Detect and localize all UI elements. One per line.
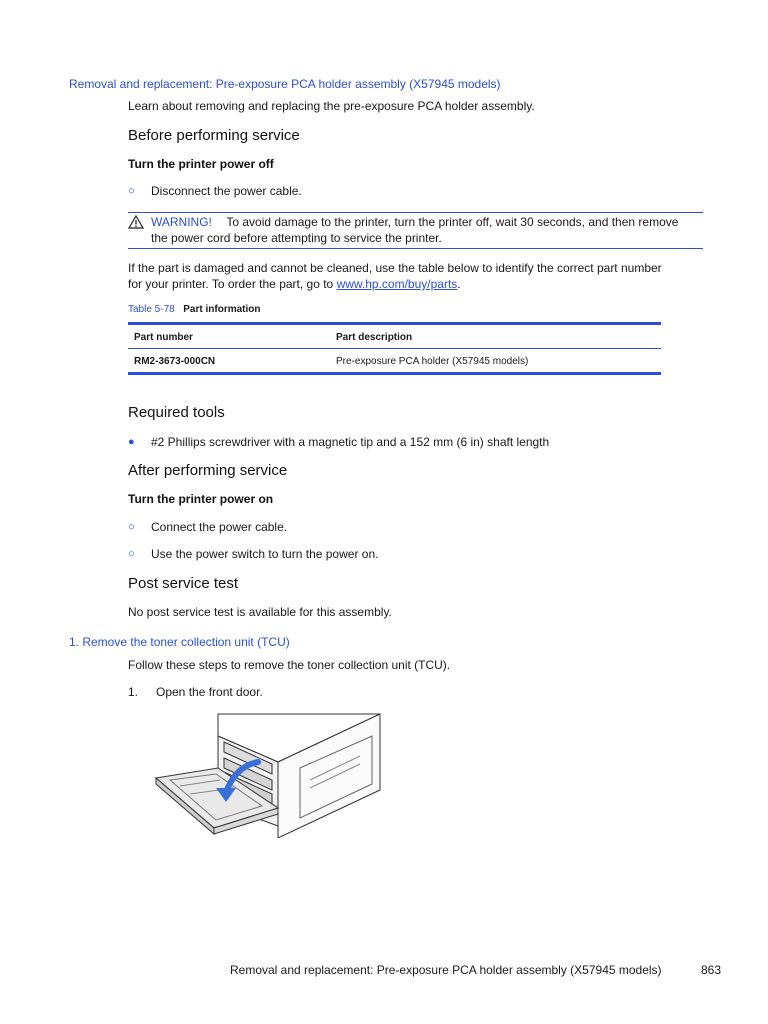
printer-open-door-illustration <box>150 708 390 838</box>
part-para-suffix: . <box>457 277 461 291</box>
table-bottom-rule <box>128 372 661 375</box>
list-item <box>128 546 135 560</box>
col-part-number: Part number <box>134 331 193 343</box>
warning-line2: the power cord before attempting to service the printer. <box>151 231 442 245</box>
page-number: 863 <box>701 963 722 977</box>
warning-triangle-icon <box>128 215 146 231</box>
warning-line1: To avoid damage to the printer, turn the printer off, wait 30 seconds, and then remove <box>226 215 679 229</box>
intro-text: Learn about removing and replacing the pre-exposure PCA holder assembly. <box>128 99 535 113</box>
post-text: No post service test is available for this assembly. <box>128 605 392 619</box>
part-para-line1: If the part is damaged and cannot be cleaned, use the table below to identify the correct part number <box>128 261 662 275</box>
warning-bottom-rule <box>128 248 703 249</box>
warning-label: WARNING! <box>151 215 212 229</box>
list-item <box>128 434 135 448</box>
after-subheading: Turn the printer power on <box>128 492 274 506</box>
parts-table <box>128 325 661 373</box>
step-text: Open the front door. <box>156 685 263 699</box>
warning-top-rule <box>128 212 703 213</box>
list-item <box>128 183 135 197</box>
col-part-description: Part description <box>336 331 413 343</box>
warning-text <box>151 214 711 230</box>
step-section-intro: Follow these steps to remove the toner collection unit (TCU). <box>128 658 451 672</box>
open-circle-bullet-icon: ○ <box>128 185 135 197</box>
open-circle-bullet-icon: ○ <box>128 548 135 560</box>
table-row <box>128 349 661 373</box>
cell-part-number: RM2-3673-000CN <box>134 355 216 367</box>
table-caption <box>128 304 261 315</box>
before-bullet-text: Disconnect the power cable. <box>151 184 302 198</box>
tools-heading: Required tools <box>128 404 225 421</box>
section-title: Removal and replacement: Pre-exposure PCA holder assembly (X57945 models) <box>69 77 501 91</box>
filled-circle-bullet-icon: ● <box>128 436 135 448</box>
after-heading: After performing service <box>128 462 288 479</box>
part-para-line2 <box>128 276 461 292</box>
list-item <box>128 519 135 533</box>
table-caption-text: Part information <box>183 304 261 315</box>
footer-text: Removal and replacement: Pre-exposure PCA holder assembly (X57945 models) <box>230 963 662 977</box>
table-label: Table 5-78 <box>128 304 175 315</box>
open-circle-bullet-icon: ○ <box>128 521 135 533</box>
table-header-rule <box>128 348 661 349</box>
parts-link[interactable]: www.hp.com/buy/parts <box>336 277 458 291</box>
step-section-title: 1. Remove the toner collection unit (TCU) <box>69 635 290 649</box>
after-bullet-1: Connect the power cable. <box>151 520 288 534</box>
tools-bullet-text: #2 Phillips screwdriver with a magnetic tip and a 152 mm (6 in) shaft length <box>151 435 550 449</box>
part-para-prefix: for your printer. To order the part, go to <box>128 277 337 291</box>
step-number: 1. <box>128 685 139 699</box>
before-heading: Before performing service <box>128 127 300 144</box>
table-header-row <box>128 325 661 349</box>
before-subheading: Turn the printer power off <box>128 157 274 171</box>
cell-part-description: Pre-exposure PCA holder (X57945 models) <box>336 355 529 367</box>
after-bullet-2: Use the power switch to turn the power on. <box>151 547 379 561</box>
post-heading: Post service test <box>128 575 239 592</box>
